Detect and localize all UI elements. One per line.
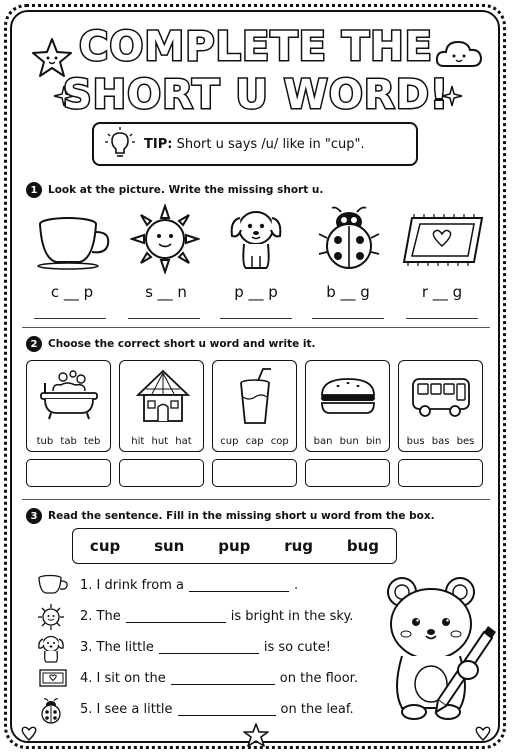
word-bank-item: rug bbox=[284, 537, 314, 555]
bug-icon bbox=[316, 204, 382, 274]
word-choice-card bbox=[212, 360, 297, 452]
sentence-text: . bbox=[293, 578, 299, 593]
sentence-2 bbox=[80, 609, 353, 624]
sentence-text: 2. The bbox=[80, 609, 121, 624]
cup-icon bbox=[37, 574, 69, 596]
star-icon bbox=[242, 722, 270, 748]
answer-box[interactable] bbox=[26, 459, 111, 487]
section-1-word-4: b __ g bbox=[326, 283, 370, 301]
section-2-instruction: Choose the correct short u word and write it. bbox=[48, 338, 316, 350]
cup-straw-icon bbox=[233, 367, 277, 427]
sentence-text: 5. I see a little bbox=[80, 702, 173, 717]
sentence-text: is bright in the sky. bbox=[230, 609, 354, 624]
answer-box[interactable] bbox=[212, 459, 297, 487]
word-choice-card bbox=[119, 360, 204, 452]
heart-icon bbox=[20, 726, 38, 742]
bear-with-pencil-icon bbox=[378, 572, 498, 722]
word-choice-card bbox=[398, 360, 483, 452]
sentence-1 bbox=[80, 578, 298, 593]
sentence-blank[interactable] bbox=[178, 703, 276, 716]
section-1-write-line[interactable] bbox=[220, 318, 292, 319]
section-1-word-5: r __ g bbox=[421, 283, 463, 301]
sentence-blank[interactable] bbox=[171, 672, 275, 685]
title-line-2: SHORT U WORD! bbox=[62, 72, 450, 118]
bus-icon bbox=[409, 375, 473, 419]
sun-icon bbox=[37, 603, 65, 631]
word-bank bbox=[72, 528, 397, 564]
section-1-write-line[interactable] bbox=[128, 318, 200, 319]
section-1-word-1: c __ p bbox=[50, 283, 94, 301]
answer-box[interactable] bbox=[119, 459, 204, 487]
sun-icon bbox=[130, 204, 200, 274]
sentence-text: 1. I drink from a bbox=[80, 578, 184, 593]
word-bank-item: sun bbox=[154, 537, 185, 555]
sentence-3 bbox=[80, 640, 331, 655]
sentence-blank[interactable] bbox=[159, 641, 259, 654]
word-options: cup cap cop bbox=[220, 436, 289, 447]
answer-box[interactable] bbox=[305, 459, 390, 487]
section-1-heading bbox=[26, 182, 323, 198]
sentence-text: on the leaf. bbox=[280, 702, 354, 717]
tip-box bbox=[92, 122, 418, 166]
section-1-number: 1 bbox=[26, 182, 42, 198]
sentence-text: is so cute! bbox=[263, 640, 331, 655]
sentence-text: 3. The little bbox=[80, 640, 154, 655]
sentence-5 bbox=[80, 702, 354, 717]
puppy-icon bbox=[37, 633, 65, 663]
word-options: ban bun bin bbox=[313, 436, 382, 447]
sentence-text: 4. I sit on the bbox=[80, 671, 166, 686]
answer-box[interactable] bbox=[398, 459, 483, 487]
section-1-instruction: Look at the picture. Write the missing short u. bbox=[48, 184, 324, 196]
sentence-text: on the floor. bbox=[279, 671, 358, 686]
section-1-write-line[interactable] bbox=[406, 318, 478, 319]
section-1-write-line[interactable] bbox=[312, 318, 384, 319]
section-2-number: 2 bbox=[26, 336, 42, 352]
hut-icon bbox=[134, 367, 192, 425]
section-2-heading bbox=[26, 336, 316, 352]
sentence-blank[interactable] bbox=[189, 579, 289, 592]
bug-icon bbox=[37, 697, 65, 725]
section-3-instruction: Read the sentence. Fill in the missing short u word from the box. bbox=[48, 510, 435, 522]
tip-text: Short u says /u/ like in "cup". bbox=[176, 136, 365, 152]
bathtub-icon bbox=[37, 369, 101, 423]
word-choice-card bbox=[26, 360, 111, 452]
cup-icon bbox=[34, 214, 114, 270]
lightbulb-icon bbox=[102, 126, 138, 162]
rug-icon bbox=[398, 212, 488, 268]
sentence-blank[interactable] bbox=[126, 610, 226, 623]
section-1-word-2: s __ n bbox=[145, 283, 187, 301]
rug-icon bbox=[37, 667, 69, 689]
section-3-heading bbox=[26, 508, 435, 524]
word-choice-card bbox=[305, 360, 390, 452]
puppy-icon bbox=[226, 204, 286, 274]
tip-label: TIP: bbox=[144, 136, 173, 152]
word-bank-item: cup bbox=[89, 537, 121, 555]
word-options: bus bas bes bbox=[406, 436, 475, 447]
section-divider bbox=[22, 327, 490, 328]
section-3-number: 3 bbox=[26, 508, 42, 524]
sentence-4 bbox=[80, 671, 358, 686]
word-bank-item: pup bbox=[218, 537, 251, 555]
bun-icon bbox=[318, 375, 378, 419]
word-options: hit hut hat bbox=[131, 436, 192, 447]
word-bank-item: bug bbox=[346, 537, 380, 555]
section-divider bbox=[22, 499, 490, 500]
title-line-1: COMPLETE THE bbox=[79, 24, 433, 70]
heart-icon bbox=[474, 726, 492, 742]
section-1-write-line[interactable] bbox=[34, 318, 106, 319]
word-options: tub tab teb bbox=[36, 436, 101, 447]
section-1-word-3: p __ p bbox=[234, 283, 278, 301]
